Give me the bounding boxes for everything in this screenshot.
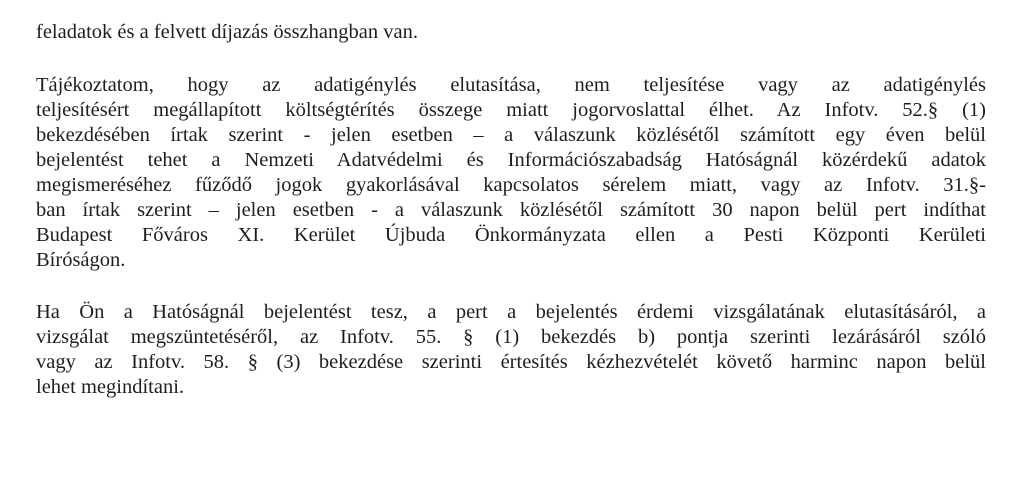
paragraph-spacer	[36, 45, 986, 73]
text-line: feladatok és a felvett díjazás összhangban van.	[36, 21, 418, 43]
paragraph-1	[36, 20, 986, 45]
text-line: vizsgálat megszüntetéséről, az Infotv. 55. § (1) bekezdés b) pontja szerinti lezárásáról szóló	[36, 326, 986, 348]
text-line: bejelentést tehet a Nemzeti Adatvédelmi és Információszabadság Hatóságnál közérdekű adatok	[36, 149, 986, 171]
text-line: bekezdésében írtak szerint - jelen esetben – a válaszunk közlésétől számított egy éven belül	[36, 124, 986, 146]
document-page	[36, 20, 986, 400]
text-line: lehet megindítani.	[36, 376, 185, 398]
text-line: Bíróságon.	[36, 249, 126, 271]
text-line: ban írtak szerint – jelen esetben - a válaszunk közlésétől számított 30 napon belül pert indíthat	[36, 199, 986, 221]
text-line: vagy az Infotv. 58. § (3) bekezdése szerinti értesítés kézhezvételét követő harminc napon belül	[36, 351, 986, 373]
text-line: megismeréséhez fűződő jogok gyakorlásával kapcsolatos sérelem miatt, vagy az Infotv. 31.§-	[36, 174, 986, 196]
paragraph-2	[36, 73, 986, 273]
text-line: Tájékoztatom, hogy az adatigénylés elutasítása, nem teljesítése vagy az adatigénylés	[36, 74, 986, 96]
paragraph-spacer	[36, 273, 986, 300]
text-line: Budapest Főváros XI. Kerület Újbuda Önkormányzata ellen a Pesti Központi Kerületi	[36, 224, 986, 246]
paragraph-3	[36, 300, 986, 400]
text-line: teljesítésért megállapított költségtérítés összege miatt jogorvoslattal élhet. Az Infotv. 52.§ (1)	[36, 99, 986, 121]
text-line: Ha Ön a Hatóságnál bejelentést tesz, a pert a bejelentés érdemi vizsgálatának elutasításáról, a	[36, 301, 986, 323]
